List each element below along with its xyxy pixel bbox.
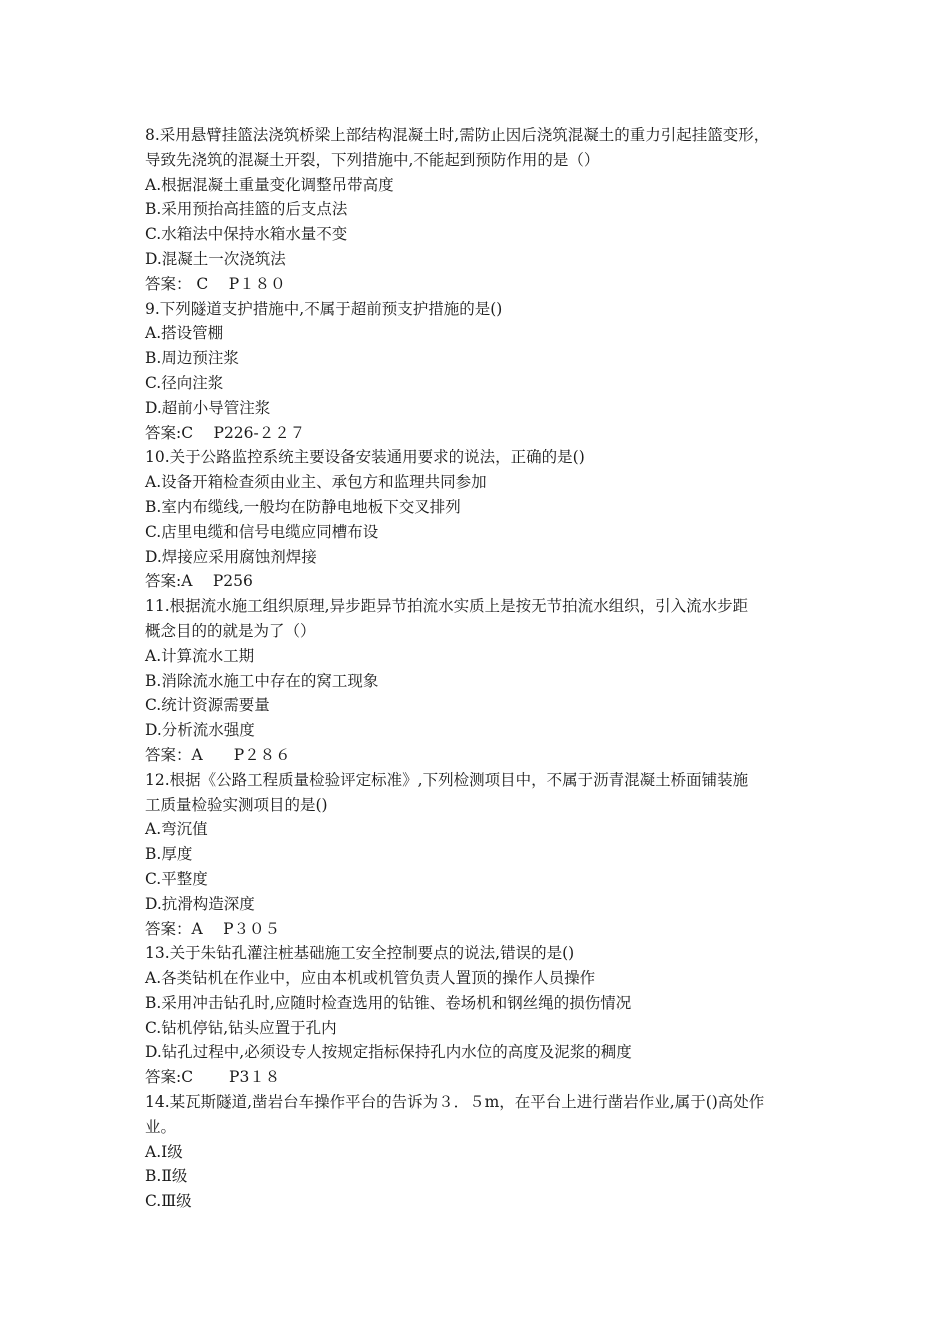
- question-stem-line: 12.根据《公路工程质量检验评定标准》,下列检测项目中，不属于沥青混凝土桥面铺装施: [145, 770, 749, 789]
- option-d: D.焊接应采用腐蚀剂焊接: [145, 547, 317, 566]
- answer-line: 答案：A P２８６: [145, 745, 291, 764]
- question-stem-line: 13.关于朱钻孔灌注桩基础施工安全控制要点的说法,错误的是(): [145, 944, 575, 963]
- question-stem-line: 业。: [145, 1117, 177, 1136]
- question-list: [145, 123, 825, 1214]
- question-10: [145, 445, 825, 594]
- question-12: [145, 768, 825, 942]
- option-a: A.设备开箱检查须由业主、承包方和监理共同参加: [145, 473, 487, 492]
- option-d: D.超前小导管注浆: [145, 398, 271, 417]
- option-c: C.Ⅲ级: [145, 1192, 192, 1211]
- option-b: B.Ⅱ级: [145, 1167, 188, 1186]
- option-c: C.径向注浆: [145, 373, 224, 392]
- question-11: [145, 594, 825, 768]
- option-d: D.钻孔过程中,必须设专人按规定指标保持孔内水位的高度及泥浆的稠度: [145, 1043, 632, 1062]
- question-stem-line: 工质量检验实测项目的是(): [145, 795, 328, 814]
- question-13: [145, 941, 825, 1090]
- option-c: C.水箱法中保持水箱水量不变: [145, 225, 348, 244]
- option-a: A.搭设管棚: [145, 324, 224, 343]
- answer-line: 答案： C P１８０: [145, 274, 286, 293]
- question-stem-line: 导致先浇筑的混凝土开裂，下列措施中,不能起到预防作用的是（）: [145, 150, 600, 169]
- answer-line: 答案：A P３０５: [145, 919, 281, 938]
- answer-line: 答案:A P256: [145, 572, 253, 591]
- option-b: B.厚度: [145, 845, 193, 864]
- question-stem-line: 8.采用悬臂挂篮法浇筑桥梁上部结构混凝土时,需防止因后浇筑混凝土的重力引起挂篮变形，: [145, 126, 770, 144]
- option-b: B.周边预注浆: [145, 349, 239, 368]
- option-d: D.抗滑构造深度: [145, 894, 255, 913]
- option-a: A.各类钻机在作业中，应由本机或机管负责人置顶的操作人员操作: [145, 969, 596, 988]
- option-b: B.采用冲击钻孔时,应随时检查选用的钻锥、卷场机和钢丝绳的损伤情况: [145, 993, 632, 1012]
- option-a: A.弯沉值: [145, 820, 208, 839]
- option-c: C.钻机停钻,钻头应置于孔内: [145, 1018, 337, 1037]
- question-stem-line: 概念目的的就是为了（）: [145, 621, 316, 640]
- option-b: B.消除流水施工中存在的窝工现象: [145, 671, 379, 690]
- option-c: C.统计资源需要量: [145, 696, 270, 715]
- question-stem-line: 9.下列隧道支护措施中,不属于超前预支护措施的是(): [145, 299, 503, 318]
- option-a: A.Ⅰ级: [145, 1142, 183, 1161]
- question-stem-line: 10.关于公路监控系统主要设备安装通用要求的说法，正确的是(): [145, 448, 585, 467]
- option-c: C.平整度: [145, 869, 208, 888]
- option-d: D.混凝土一次浇筑法: [145, 249, 286, 268]
- answer-line: 答案:C P3１８: [145, 1068, 281, 1087]
- option-a: A.根据混凝土重量变化调整吊带高度: [145, 175, 394, 194]
- question-stem-line: 14.某瓦斯隧道,凿岩台车操作平台的告诉为３．５m，在平台上进行凿岩作业,属于()高处作: [145, 1093, 765, 1112]
- option-c: C.店里电缆和信号电缆应同槽布设: [145, 522, 379, 541]
- question-9: [145, 297, 825, 446]
- option-a: A.计算流水工期: [145, 646, 255, 665]
- option-b: B.室内布缆线,一般均在防静电地板下交叉排列: [145, 497, 461, 516]
- question-14: [145, 1090, 825, 1214]
- option-d: D.分析流水强度: [145, 721, 255, 740]
- question-8: [145, 123, 825, 297]
- question-stem-line: 11.根据流水施工组织原理,异步距异节拍流水实质上是按无节拍流水组织，引入流水步距: [145, 597, 749, 616]
- answer-line: 答案:C P226-２２７: [145, 423, 306, 442]
- option-b: B.采用预抬高挂篮的后支点法: [145, 200, 348, 219]
